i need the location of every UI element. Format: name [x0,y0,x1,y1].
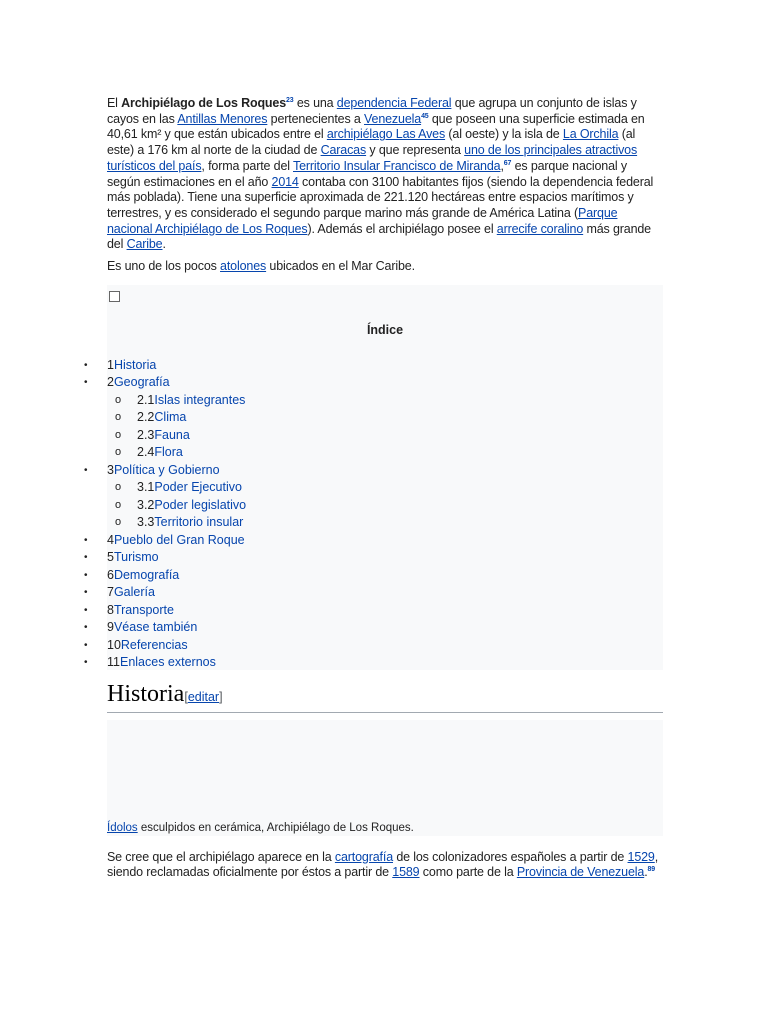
bullet-icon: o [115,498,122,511]
text: ). Además el archipiélago posee el [307,221,497,236]
bullet-icon: • [84,604,88,616]
toc-item-label[interactable]: Geografía [113,375,170,390]
toc-item-label[interactable]: Galería [113,585,155,600]
text: Se cree que el archipiélago aparece en la [107,849,335,864]
toc-item-label[interactable]: Turismo [113,550,159,565]
link-dependencia-federal[interactable]: dependencia Federal [336,96,452,110]
bullet-icon: o [115,393,122,406]
toc-item[interactable] [85,637,246,655]
toc-item-label[interactable]: Territorio insular [154,515,244,530]
link-atractivos-turisticos[interactable]: uno de los principales atractivos turísticos del país [107,143,638,173]
toc-item-label[interactable]: Flora [154,445,183,460]
reference-link[interactable]: 67 [503,159,512,167]
toc-item-number: 1 [107,357,114,372]
toc-item-number: 11 [107,655,120,670]
link-antillas-menores[interactable]: Antillas Menores [177,111,268,126]
toc-item-label[interactable]: Clima [154,410,187,425]
bullet-icon: o [115,446,122,459]
bullet-icon: o [115,516,122,529]
reference-link[interactable]: 89 [647,866,656,874]
toc-item[interactable] [85,584,246,602]
toc-item-number: 5 [107,550,114,565]
edit-link[interactable]: editar [187,689,220,704]
toc-item-label[interactable]: Poder legislativo [154,497,247,512]
link-2014[interactable]: 2014 [271,174,299,189]
text: y que representa [366,143,465,158]
text: pertenecientes a [267,111,365,126]
toc-item-label[interactable]: Demografía [113,567,180,582]
toc-item-label[interactable]: Historia [113,357,157,372]
toc-item-label[interactable]: Poder Ejecutivo [154,480,242,495]
toc-item[interactable] [85,409,246,427]
toc-item[interactable] [85,479,246,497]
link-arrecife-coralino[interactable]: arrecife coralino [496,221,584,236]
text: . [644,865,648,880]
toc-item[interactable] [85,549,246,567]
link-1589[interactable]: 1589 [392,865,420,880]
toc-item-label[interactable]: Enlaces externos [119,655,216,670]
text: que poseen una superficie estimada en 40,61 km² y que están ubicados entre el [107,111,645,142]
toc-item[interactable] [85,619,246,637]
toc-item-number: 2.3 [137,427,155,442]
text: ubicados en el Mar Caribe. [266,259,415,274]
toc-item-label[interactable]: Política y Gobierno [113,462,220,477]
article-content [84,96,663,881]
toc-item-number: 2 [107,375,114,390]
link-venezuela[interactable]: Venezuela [364,111,422,126]
toc-item-number: 7 [107,585,114,600]
toc-item[interactable] [85,514,246,532]
bullet-icon: • [84,622,88,634]
bullet-icon: • [84,359,88,371]
text: , siendo reclamadas oficialmente por éstos a partir de [107,849,659,880]
toc-item[interactable] [85,357,246,375]
intro-paragraph [107,96,663,253]
section-title: Historia [107,680,185,707]
section-heading-historia [107,680,663,713]
toc-item[interactable] [85,654,246,672]
toc-item-number: 10 [107,637,121,652]
text: más grande del [107,221,651,252]
text: Es uno de los pocos [107,259,221,274]
toc-item-label[interactable]: Referencias [120,637,188,652]
toc-item[interactable] [85,602,246,620]
reference-link[interactable]: 23 [286,97,294,104]
toc-item-label[interactable]: Pueblo del Gran Roque [113,532,245,547]
bullet-icon: • [84,639,88,651]
link-cartografia[interactable]: cartografía [334,849,393,864]
toc-item-label[interactable]: Transporte [113,602,174,617]
image-figure [107,720,663,836]
bullet-icon: o [115,411,122,424]
toc-item[interactable] [85,444,246,462]
reference-link[interactable]: 45 [421,112,429,120]
bracket: ] [219,689,223,704]
text: (al este) a 176 km al norte de la ciudad de [107,127,636,158]
text: es parque nacional y según estimaciones en el año [107,158,627,189]
historia-paragraph [107,850,663,881]
link-parque-nacional[interactable]: Parque nacional Archipiélago de Los Roques [107,205,618,236]
toc-item[interactable] [85,462,246,480]
link-atolones[interactable]: atolones [220,259,267,274]
figure-caption [107,822,414,834]
bullet-icon: • [84,552,88,564]
toc-item[interactable] [85,374,246,392]
bullet-icon: • [84,569,88,581]
toc-item-number: 2.2 [137,410,155,425]
bullet-icon: • [84,587,88,599]
toc-item-number: 8 [107,602,114,617]
link-archipielago-las-aves[interactable]: archipiélago Las Aves [326,127,446,142]
second-paragraph [107,259,663,275]
toc-item-number: 4 [107,532,114,547]
toc-item[interactable] [85,532,246,550]
link-territorio-insular[interactable]: Territorio Insular Francisco de Miranda [293,158,501,173]
text: El [107,96,122,110]
toc-title: Índice [366,322,404,337]
toc-item-number: 3.1 [137,480,155,495]
text: es una [293,96,337,110]
toc-item-number: 9 [107,620,114,635]
toc-item-number: 6 [107,567,114,582]
text: contaba con 3100 habitantes fijos (siendo la dependencia federal más poblada). Tiene una superficie aproximada de 221.120 hectáreas entre espacios marítimos y terrestres, y es considerado el segundo parque marino más grande de América Latina ( [107,174,654,220]
text: (al oeste) y la isla de [445,127,563,142]
toc-item-number: 2.4 [137,445,155,460]
toc-item[interactable] [85,427,246,445]
toc-item-number: 3 [107,462,114,477]
text: , forma parte del [201,158,293,173]
toc-item-number: 3.2 [137,497,155,512]
toc-item-label[interactable]: Islas integrantes [154,392,246,407]
edit-section [184,690,222,704]
text: como parte de la [419,865,517,880]
bracket: [ [184,689,188,704]
link-caribe[interactable]: Caribe [126,237,163,252]
bullet-icon: • [84,657,88,669]
bullet-icon: • [84,534,88,546]
bullet-icon: o [115,428,122,441]
link-idolos[interactable]: Ídolos [107,821,138,834]
text: . [162,237,166,252]
text: que agrupa un conjunto de islas y cayos en las [107,96,637,126]
link-la-orchila[interactable]: La Orchila [562,127,619,142]
toc-item-label[interactable]: Véase también [113,620,198,635]
bullet-icon: o [115,481,122,494]
link-1529[interactable]: 1529 [627,849,655,864]
link-caracas[interactable]: Caracas [320,143,367,158]
link-provincia-de-venezuela[interactable]: Provincia de Venezuela [516,865,645,880]
bullet-icon: • [84,377,88,389]
bullet-icon: • [84,464,88,476]
toc-item-label[interactable]: Fauna [154,427,190,442]
toc-item[interactable] [85,497,246,515]
article-title-bold: Archipiélago de Los Roques [121,96,287,110]
text: de los colonizadores españoles a partir de [393,849,628,864]
toc-item[interactable] [85,567,246,585]
table-of-contents [84,285,663,670]
toc-toggle-checkbox[interactable] [109,291,120,302]
caption-text: esculpidos en cerámica, Archipiélago de Los Roques. [137,821,414,834]
toc-item-number: 2.1 [137,392,155,407]
toc-item[interactable] [85,392,246,410]
toc-item-number: 3.3 [137,515,155,530]
text: , [500,158,504,173]
toc-list [85,357,246,672]
